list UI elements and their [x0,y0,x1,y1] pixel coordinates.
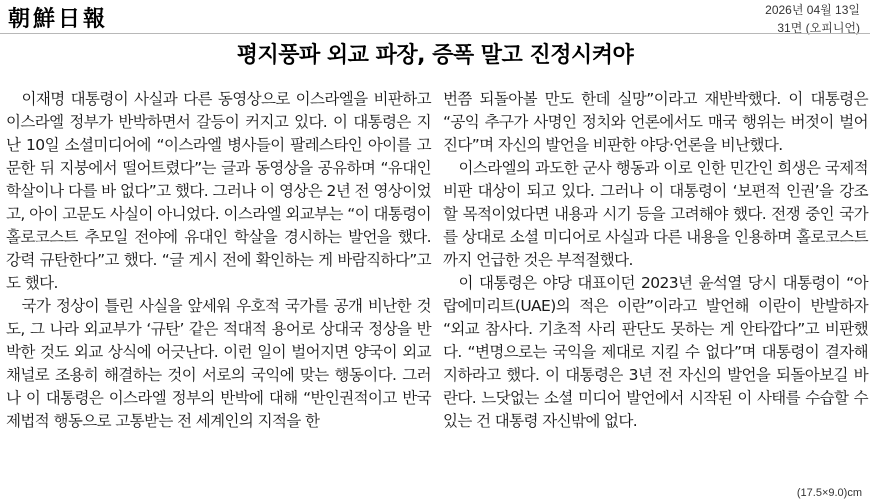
publication-date: 2026년 04월 13일 [765,3,860,17]
article-headline: 평지풍파 외교 파장, 증폭 말고 진정시켜야 [236,43,634,68]
article-paragraph: 이스라엘의 과도한 군사 행동과 이로 인한 민간인 희생은 국제적 비판 대상이 되고 있다. 그러나 이 대통령이 ‘보편적 인권’을 강조할 목적이었다면 내용과 시기 등을 고려해야 했다. 전쟁 중인 국가를 상대로 소셜 미디어로 사실과 다른 내용을 인용하며 홀로코스트까지 언급한 것은 부적절했다. [443,159,868,269]
article-paragraph: 국가 정상이 틀린 사실을 앞세워 우호적 국가를 공개 비난한 것도, 그 나라 외교부가 ‘규탄’ 같은 적대적 용어로 상대국 정상을 반박한 것도 외교 상식에 어긋난다. 이런 일이 벌어지면 양국이 외교 채널로 조용히 해결하는 것이 서로의 국익에 맞는 행동이다. 그러나 이 대통령은 이스라엘 정부의 반박에 대해 “반인권적이고 반국제법적 행동으로 고통받는 전 세계인의 지적을 한 [6,297,431,430]
publication-meta [765,1,860,37]
article-column-right [443,88,868,433]
newspaper-masthead: 朝鮮日報 [8,6,109,32]
article-size-note: (17.5×9.0)cm [796,487,862,499]
article-paragraph: 이 대통령은 야당 대표이던 2023년 윤석열 당시 대통령이 “아랍에미리트(UAE)의 적은 이란”이라고 발언해 이란이 반발하자 “외교 참사다. 기초적 사리 판단도 못하는 게 안타깝다”고 비판했다. “변명으로는 국익을 제대로 지킬 수 없다”며 대통령이 결자해지하라고 했다. 이 대통령은 3년 전 자신의 발언을 되돌아보길 바란다. 느닷없는 소셜 미디어 발언에서 시작된 이 사태를 수습할 수 있는 건 대통령 자신밖에 없다. [443,274,868,430]
article-paragraph: 이재명 대통령이 사실과 다른 동영상으로 이스라엘을 비판하고 이스라엘 정부가 반박하면서 갈등이 커지고 있다. 이 대통령은 지난 10일 소셜미디어에 “이스라엘 병사들이 팔레스타인 아이를 고문한 뒤 지붕에서 떨어트렸다”는 글과 동영상을 공유하며 “유대인 학살이나 다를 바 없다”고 했다. 그러나 이 영상은 2년 전 영상이었고, 아이 고문도 사실이 아니었다. 이스라엘 외교부는 “이 대통령이 홀로코스트 추모일 전야에 유대인 학살을 경시하는 발언을 했다. 강력 규탄한다”고 했다. “글 게시 전에 확인하는 게 바람직하다”고도 했다. [6,90,431,292]
page-section: 31면 (오피니언) [777,21,860,35]
article-paragraph: 번쯤 되돌아볼 만도 한데 실망”이라고 재반박했다. 이 대통령은 “공익 추구가 사명인 정치와 언론에서도 매국 행위는 버젓이 벌어진다”며 자신의 발언을 비판한 야당·언론을 비난했다. [443,90,868,154]
header-divider [0,33,870,34]
article-column-left [6,88,431,433]
